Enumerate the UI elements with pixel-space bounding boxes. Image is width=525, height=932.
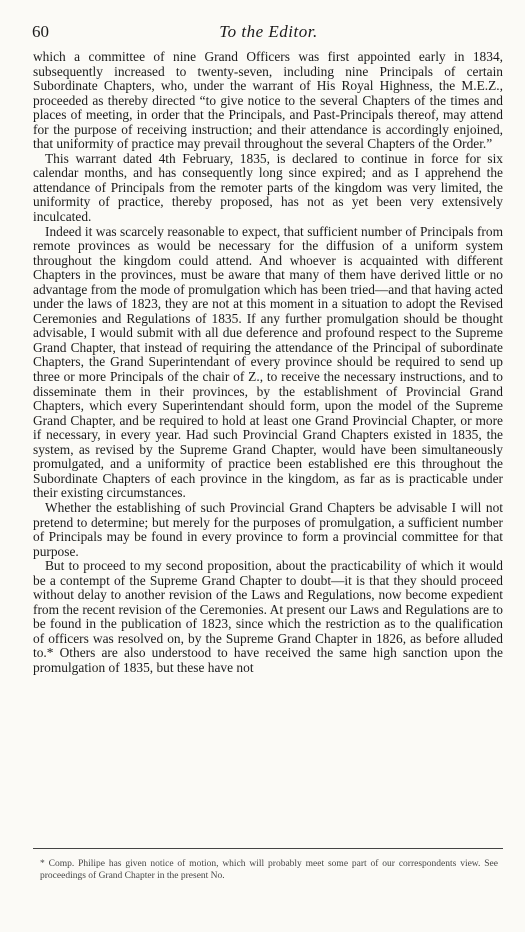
- paragraph: Indeed it was scarcely reasonable to expect, that sufficient number of Principals from remote provinces as would be necessary for the diffusion of a uniform system throughout the kingdom could attend. And whoever is acquainted with different Chapters in the provinces, must be aware that many of them have derived little or no advantage from the mode of promulgation which has been tried—and that having acted under the laws of 1823, they are not at this moment in a situation to adopt the Revised Ceremonies and Regulations of 1835. If any further promulgation should be thought advisable, I would submit with all due deference and profound respect to the Supreme Grand Chapter, that instead of requiring the attendance of the Principal of subordinate Chapters, the Grand Superintendant of every province should be required to send up three or more Principals of the chair of Z., to receive the necessary instructions, and to disseminate them in their provinces, by the establishment of Provincial Grand Chapters, which every Superintendant should form, upon the model of the Supreme Grand Chapter, and be required to hold at least one Grand Provincial Chapter, or more if necessary, in every year. Had such Provincial Grand Chapters existed in 1835, the system, as revised by the Supreme Grand Chapter, would have been simultaneously promulgated, and a uniformity of practice been established ere this throughout the Subordinate Chapters of each province in the kingdom, as far as is practicable under their existing circumstances.: [33, 223, 503, 501]
- paragraph: Whether the establishing of such Provincial Grand Chapters be advisable I will not pretend to determine; but merely for the purposes of promulgation, a sufficient number of Principals may be found in every province to form a provincial committee for that purpose.: [33, 499, 503, 559]
- paragraph: But to proceed to my second proposition, about the practicability of which it would be a contempt of the Supreme Grand Chapter to doubt—it is that they should proceed without delay to another revision of the Laws and Regulations, now become expedient from the recent revision of the Ceremonies. At present our Laws and Regulations are to be found in the publication of 1823, since which the restriction as to the qualification of officers was resolved on, by the Supreme Grand Chapter in 1826, as before alluded to.* Others are also understood to have received the same high sanction upon the promulgation of 1835, but these have not: [33, 558, 503, 675]
- footnote-divider: [33, 848, 503, 849]
- page-header: [32, 22, 505, 44]
- running-head: To the Editor.: [219, 22, 318, 41]
- page-number: 60: [32, 22, 49, 41]
- body-text: [33, 50, 503, 676]
- paragraph: This warrant dated 4th February, 1835, is declared to continue in force for six calendar months, and has consequently long since expired; and as I apprehend the attendance of Principals from the remoter parts of the kingdom was very limited, the uniformity of practice, thereby proposed, has not as yet been very extensively inculcated.: [33, 150, 503, 225]
- footnote: * Comp. Philipe has given notice of motion, which will probably meet some part of our correspondents view. See proceedings of Grand Chapter in the present No.: [40, 859, 498, 881]
- paragraph: which a committee of nine Grand Officers was first appointed early in 1834, subsequently increased to twenty-seven, including nine Principals of certain Subordinate Chapters, who, under the warrant of His Royal Highness, the M.E.Z., proceeded as thereby directed “to give notice to the several Chapters of the times and places of meeting, in order that the Principals, and Past-Principals thereof, may attend for the purpose of receiving instruction; and their attendance is accordingly enjoined, that uniformity of practice may prevail throughout the several Chapters of the Order.”: [33, 49, 503, 152]
